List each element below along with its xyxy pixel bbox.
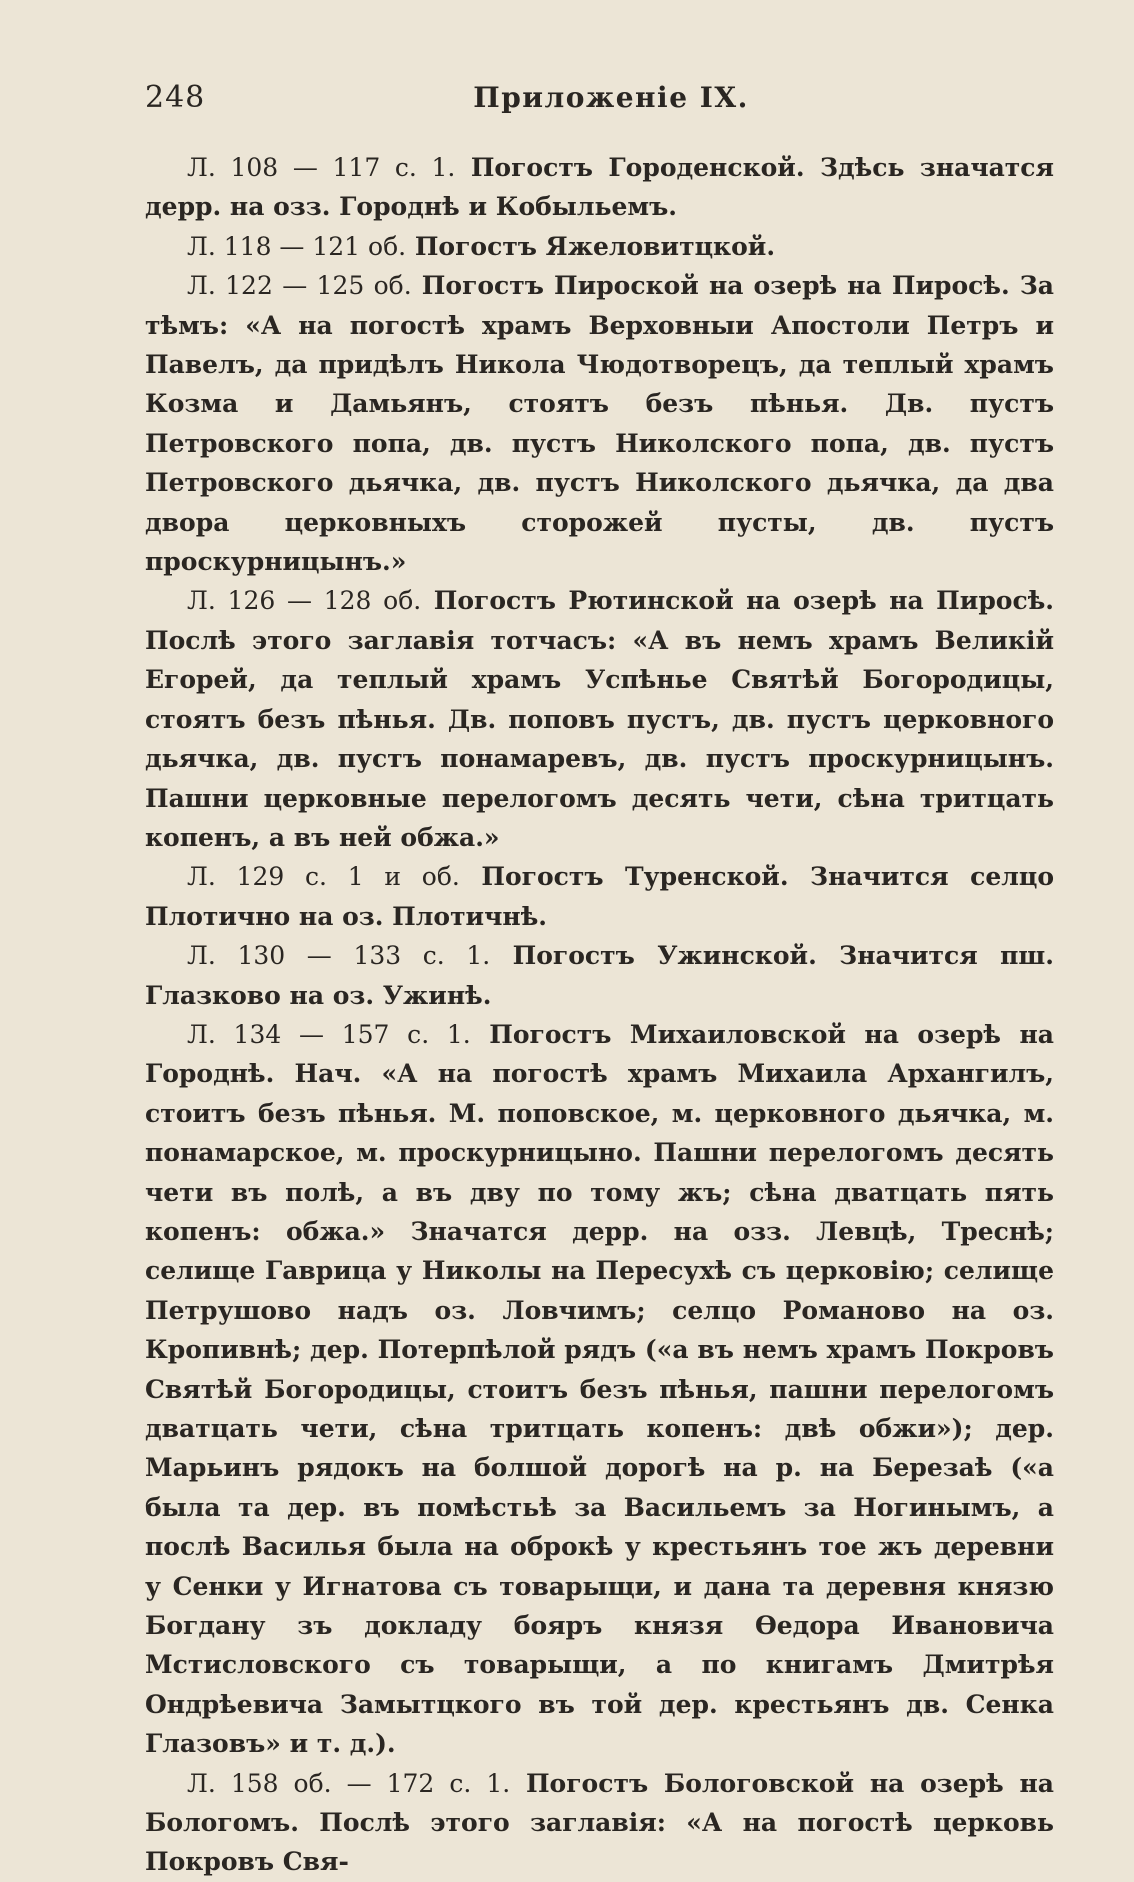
entry-paragraph	[145, 1015, 1054, 1764]
folio-reference: Л. 129 с. 1 и об.	[187, 862, 460, 892]
folio-reference: Л. 158 об. — 172 с. 1.	[187, 1768, 511, 1798]
entry-paragraph	[145, 148, 1054, 227]
entry-text: Погостъ Бологовской на озерѣ на Бологомъ. Послѣ этого заглавiя: «А на погостѣ церковь Покровъ Свя-	[145, 1768, 1054, 1877]
body-text	[145, 148, 1054, 1882]
entry-text: Погостъ Ужинской. Значится пш. Глазково на оз. Ужинѣ.	[145, 941, 1054, 1010]
entry-text: Погостъ Пироской на озерѣ на Пиросѣ. За тѣмъ: «А на погостѣ храмъ Верховныи Апостоли Петръ и Павелъ, да придѣлъ Никола Чюдотворецъ, да теплый храмъ Козма и Дамьянъ, стоятъ безъ пѣнья. Дв. пустъ Петровского попа, дв. пустъ Николского попа, дв. пустъ Петровского дьячка, дв. пустъ Николского дьячка, да два двора церковныхъ сторожей пусты, дв. пустъ проскурницынъ.»	[145, 271, 1054, 577]
entry-paragraph	[145, 581, 1054, 857]
entry-paragraph	[145, 857, 1054, 936]
entry-text: Погостъ Туренской. Значится селцо Плотично на оз. Плотичнѣ.	[145, 862, 1055, 931]
page-header	[145, 80, 1054, 142]
folio-reference: Л. 130 — 133 с. 1.	[187, 941, 491, 971]
entry-paragraph	[145, 227, 1054, 266]
folio-reference: Л. 134 — 157 с. 1.	[187, 1019, 471, 1049]
folio-reference: Л. 118 — 121 об.	[187, 231, 407, 261]
folio-reference: Л. 126 — 128 об.	[187, 586, 422, 616]
running-title: Приложенiе IX.	[473, 81, 749, 114]
folio-reference: Л. 108 — 117 с. 1.	[187, 153, 456, 182]
entry-text: Погостъ Рютинской на озерѣ на Пиросѣ. Послѣ этого заглавiя тотчасъ: «А въ немъ храмъ Великiй Егорей, да теплый храмъ Успѣнье Святѣй Богородицы, стоятъ безъ пѣнья. Дв. поповъ пустъ, дв. пустъ церковного дьячка, дв. пустъ понамаревъ, дв. пустъ проскурницынъ. Пашни церковные перелогомъ десять чети, сѣна тритцать копенъ, а въ ней обжа.»	[145, 586, 1054, 852]
entry-paragraph	[145, 1764, 1054, 1882]
entry-paragraph	[145, 266, 1054, 581]
entry-paragraph	[145, 936, 1054, 1015]
entry-text: Погостъ Михаиловской на озерѣ на Городнѣ. Нач. «А на погостѣ храмъ Михаила Архангилъ, стоитъ безъ пѣнья. М. поповское, м. церковного дьячка, м. понамарское, м. проскурницыно. Пашни перелогомъ десять чети въ полѣ, а въ дву по тому жъ; сѣна дватцать пять копенъ: обжа.» Значатся дерр. на озз. Левцѣ, Треснѣ; селище Гаврица у Николы на Пересухѣ съ церковiю; селище Петрушово надъ оз. Ловчимъ; селцо Романово на оз. Кропивнѣ; дер. Потерпѣлой рядъ («а въ немъ храмъ Покровъ Святѣй Богородицы, стоитъ безъ пѣнья, пашни перелогомъ дватцать чети, сѣна тритцать копенъ: двѣ обжи»); дер. Марьинъ рядокъ на болшой дорогѣ на р. на Березаѣ («а была та дер. въ помѣстьѣ за Васильемъ за Ногинымъ, а послѣ Василья была на оброкѣ у крестьянъ тое жъ деревни у Сенки у Игнатова съ товарыщи, и дана та деревня князю Богдану зъ докладу бояръ князя Өедора Ивановича Мстисловского съ товарыщи, а по книгамъ Дмитрѣя Ондрѣевича Замытцкого въ той дер. крестьянъ дв. Сенка Глазовъ» и т. д.).	[145, 1019, 1054, 1759]
entry-text: Погостъ Яжеловитцкой.	[414, 231, 776, 261]
folio-reference: Л. 122 — 125 об.	[187, 271, 412, 301]
page-number: 248	[145, 80, 206, 115]
entry-text: Погостъ Городенской. Здѣсь значатся дерр. на озз. Городнѣ и Кобыльемъ.	[145, 153, 1054, 222]
